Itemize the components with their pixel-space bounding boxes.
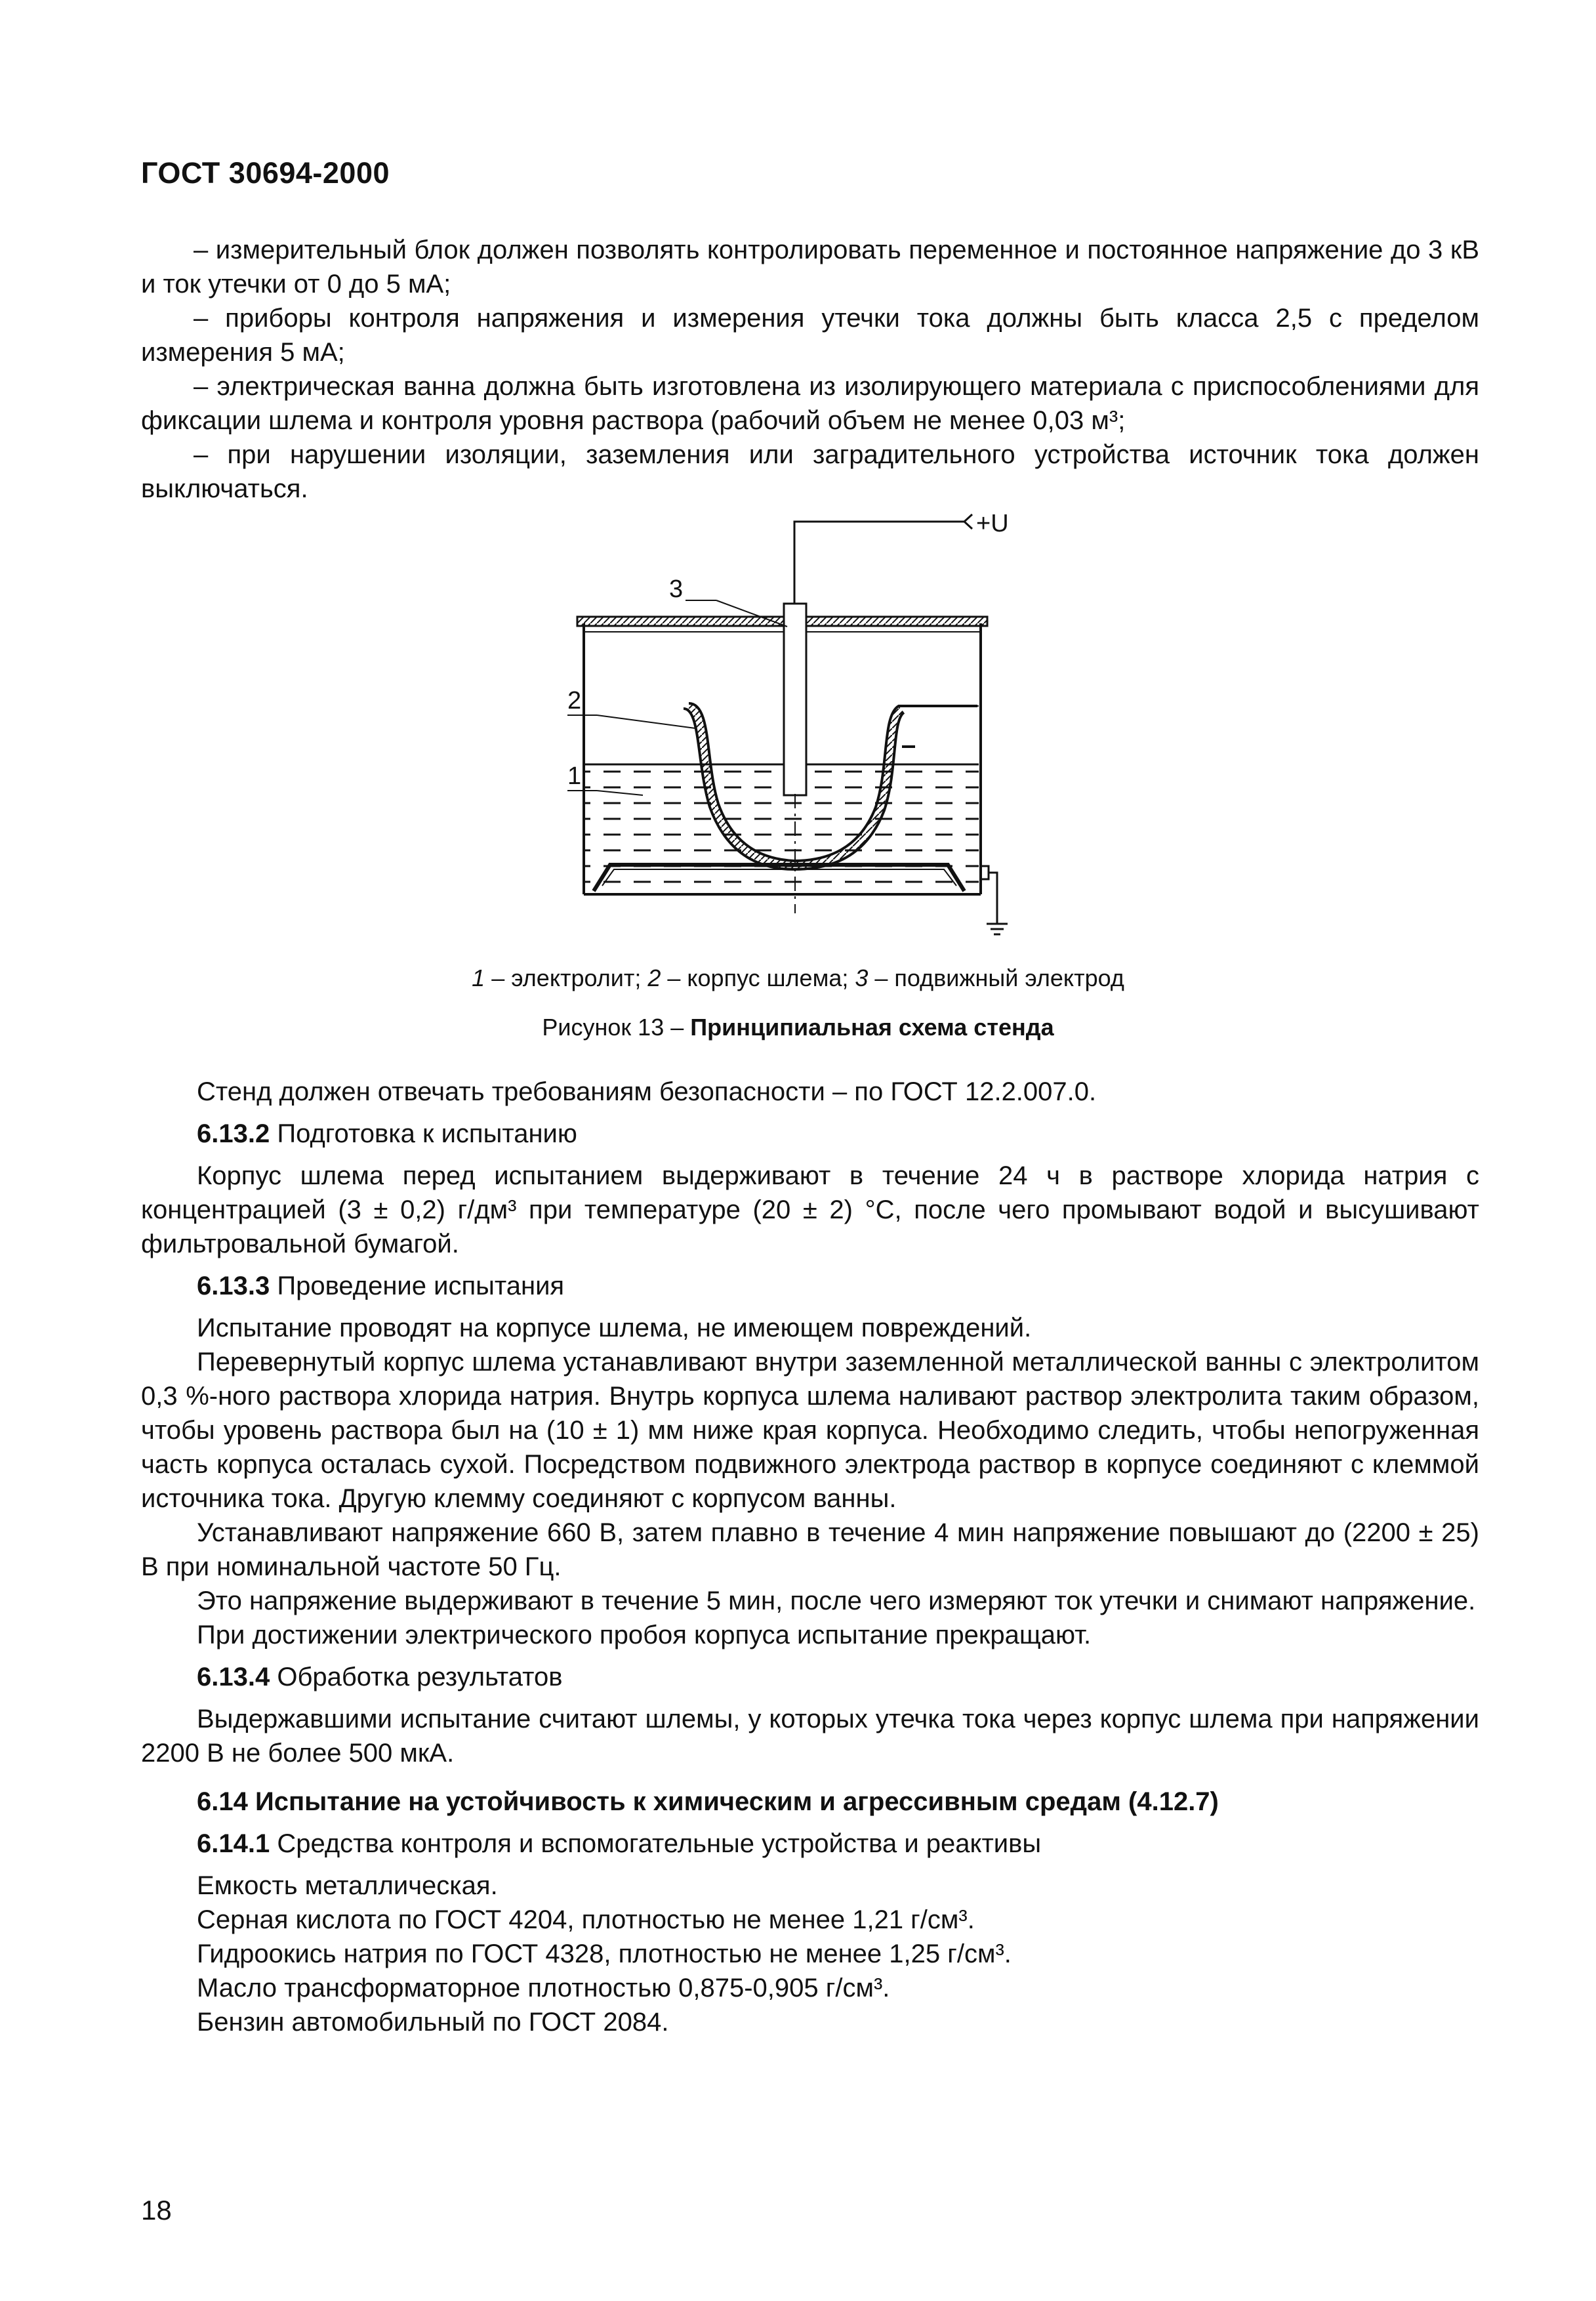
- list-item: Бензин автомобильный по ГОСТ 2084.: [197, 2008, 669, 2037]
- legend-text-3: – подвижный электрод: [868, 964, 1124, 991]
- section-heading-6-14: 6.14 Испытание на устойчивость к химическим и агрессивным средам (4.12.7): [197, 1787, 1219, 1816]
- paragraph: При достижении электрического пробоя корпуса испытание прекращают.: [197, 1621, 1092, 1649]
- callout-1: 1: [567, 762, 582, 790]
- paragraph: Стенд должен отвечать требованиям безопасности – по ГОСТ 12.2.007.0.: [197, 1077, 1097, 1106]
- page-number: 18: [141, 2195, 172, 2226]
- subsection-heading-6-13-3: [141, 1269, 1479, 1303]
- section-title: Средства контроля и вспомогательные устройства и реактивы: [270, 1829, 1042, 1858]
- document-body: [141, 1075, 1479, 2039]
- paragraph: Перевернутый корпус шлема устанавливают внутри заземленной металлической ванны с электролитом 0,3 %-ного раствора хлорида натрия. Внутрь корпуса шлема наливают раствор электролита таким образом, чтобы уровень раствора был на (10 ± 1) мм ниже края корпуса. Необходимо следить, чтобы непогруженная часть корпуса осталась сухой. Посредством подвижного электрода раствор в корпусе соединяют с клеммой источника тока. Другую клемму соединяют с корпусом ванны.: [141, 1348, 1479, 1513]
- subsection-heading-6-13-2: [141, 1117, 1479, 1151]
- legend-text-1: – электролит;: [485, 964, 648, 991]
- caption-prefix: Рисунок 13 –: [542, 1014, 691, 1041]
- section-title: Обработка результатов: [270, 1663, 563, 1691]
- list-item: Масло трансформаторное плотностью 0,875-0,905 г/см³.: [197, 1974, 890, 2002]
- stand-diagram: [567, 510, 1089, 964]
- section-title: Проведение испытания: [270, 1272, 565, 1300]
- terminal-arrow: [964, 514, 972, 529]
- requirements-list: [141, 233, 1479, 506]
- legend-text-2: – корпус шлема;: [661, 964, 855, 991]
- subsection-heading-6-14-1: [141, 1827, 1479, 1861]
- list-item: Емкость металлическая.: [197, 1871, 498, 1900]
- section-number: 6.14.1: [197, 1829, 270, 1858]
- document-header: ГОСТ 30694-2000: [141, 156, 390, 190]
- section-title: Подготовка к испытанию: [270, 1119, 577, 1148]
- section-number: 6.13.4: [197, 1663, 270, 1691]
- wire: [794, 522, 964, 604]
- paragraph: Корпус шлема перед испытанием выдерживают в течение 24 ч в растворе хлорида натрия с концентрацией (3 ± 0,2) г/дм³ при температуре (20 ± 2) °С, после чего промывают водой и высушивают фильтровальной бумагой.: [141, 1161, 1479, 1258]
- subsection-heading-6-13-4: [141, 1660, 1479, 1694]
- list-item: Гидроокись натрия по ГОСТ 4328, плотностью не менее 1,25 г/см³.: [197, 1939, 1012, 1968]
- paragraph: Испытание проводят на корпусе шлема, не имеющем повреждений.: [197, 1314, 1032, 1342]
- list-item: – при нарушении изоляции, заземления или заградительного устройства источник тока должен выключаться.: [141, 440, 1479, 503]
- voltage-label: +U: [976, 510, 1009, 537]
- list-item: – приборы контроля напряжения и измерения утечки тока должны быть класса 2,5 с пределом измерения 5 мА;: [141, 304, 1479, 367]
- figure-legend: [0, 964, 1596, 992]
- ground-wire: [989, 873, 997, 924]
- legend-num-3: 3: [855, 964, 869, 991]
- list-item: – электрическая ванна должна быть изготовлена из изолирующего материала с приспособлениями для фиксации шлема и контроля уровня раствора (рабочий объем не менее 0,03 м³;: [141, 372, 1479, 435]
- list-item: Серная кислота по ГОСТ 4204, плотностью не менее 1,21 г/см³.: [197, 1905, 975, 1934]
- figure-caption: [0, 1014, 1596, 1041]
- list-item: – измерительный блок должен позволять контролировать переменное и постоянное напряжение до 3 кВ и ток утечки от 0 до 5 мА;: [141, 236, 1479, 299]
- callout-2: 2: [567, 687, 582, 715]
- caption-title: Принципиальная схема стенда: [690, 1014, 1054, 1041]
- callout-3: 3: [669, 575, 684, 603]
- paragraph: Это напряжение выдерживают в течение 5 мин, после чего измеряют ток утечки и снимают напряжение.: [197, 1586, 1476, 1615]
- legend-num-2: 2: [647, 964, 661, 991]
- section-number: 6.13.2: [197, 1119, 270, 1148]
- section-number: 6.13.3: [197, 1272, 270, 1300]
- legend-num-1: 1: [472, 964, 485, 991]
- paragraph: Устанавливают напряжение 660 В, затем плавно в течение 4 мин напряжение повышают до (2200 ± 25) В при номинальной частоте 50 Гц.: [141, 1518, 1479, 1581]
- paragraph: Выдержавшими испытание считают шлемы, у которых утечка тока через корпус шлема при напряжении 2200 В не более 500 мкА.: [141, 1705, 1479, 1768]
- movable-electrode: [784, 604, 806, 795]
